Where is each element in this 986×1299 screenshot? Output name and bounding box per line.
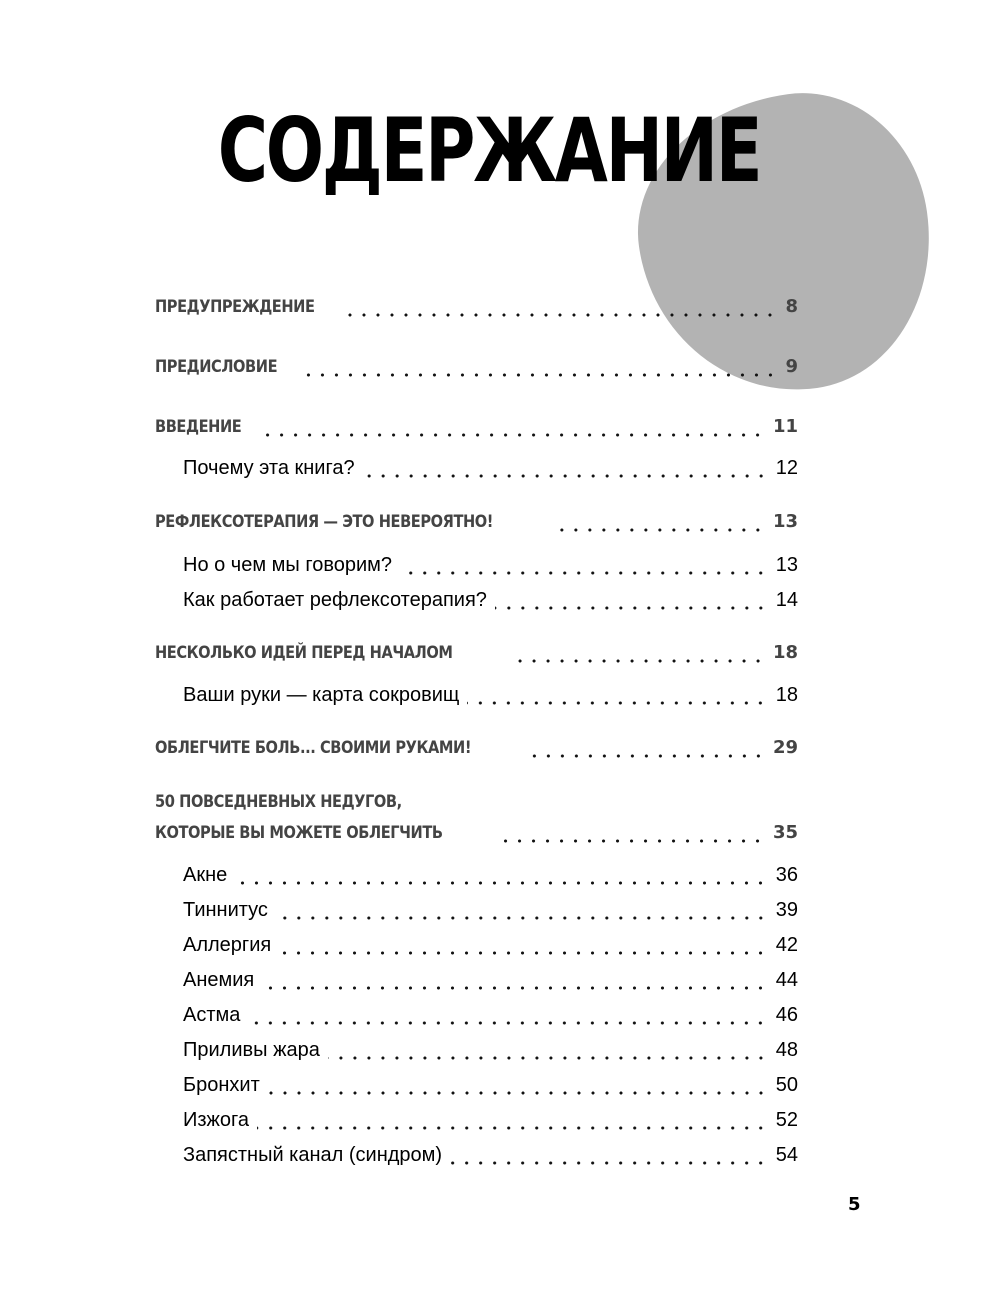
- toc-entry-introduction: [155, 416, 798, 446]
- toc-subentry-why-this-book: [183, 457, 798, 487]
- toc-entry-page: 54: [775, 1144, 798, 1166]
- dot-leader: [363, 474, 768, 478]
- toc-entry-reflexology: [155, 511, 798, 541]
- toc-entry-label: Астма: [183, 1004, 241, 1026]
- toc-entry-label: Бронхит: [183, 1074, 260, 1096]
- toc-entry-page: 18: [775, 684, 798, 706]
- toc-entry-label: НЕСКОЛЬКО ИДЕЙ ПЕРЕД НАЧАЛОМ: [155, 643, 453, 663]
- toc-entry-page: 36: [775, 864, 798, 886]
- toc-entry-label: Запястный канал (синдром): [183, 1144, 443, 1166]
- dot-leader: [467, 701, 767, 705]
- toc-subentry-bronchitis: [183, 1074, 798, 1104]
- toc-entry-page: 52: [775, 1109, 798, 1131]
- toc-subentry-heartburn: [183, 1109, 798, 1139]
- toc-entry-label: Аллергия: [183, 934, 272, 956]
- toc-subentry-asthma: [183, 1004, 798, 1034]
- dot-leader: [495, 606, 768, 610]
- toc-entry-preface: [155, 356, 798, 386]
- toc-entry-relieve-pain: [155, 737, 798, 767]
- toc-entry-label: Анемия: [183, 969, 255, 991]
- toc-subentry-hands-treasure-map: [183, 684, 798, 714]
- toc-entry-label: ВВЕДЕНИЕ: [155, 417, 242, 437]
- toc-entry-page: 12: [775, 457, 798, 479]
- dot-leader: [279, 951, 768, 955]
- toc-entry-page: 8: [785, 296, 798, 317]
- dot-leader: [262, 986, 767, 990]
- dot-leader: [305, 373, 777, 377]
- toc-entry-page: 14: [775, 589, 798, 611]
- toc-entry-label: Почему эта книга?: [183, 457, 355, 479]
- dot-leader: [556, 528, 765, 532]
- toc-entry-label: ПРЕДИСЛОВИЕ: [155, 357, 278, 377]
- toc-entry-label: ПРЕДУПРЕЖДЕНИЕ: [155, 297, 315, 317]
- toc-entry-page: 50: [775, 1074, 798, 1096]
- toc-entry-page: 42: [775, 934, 798, 956]
- toc-entry-page: 11: [772, 416, 798, 437]
- toc-entry-page: 46: [775, 1004, 798, 1026]
- dot-leader: [348, 313, 777, 317]
- dot-leader: [531, 754, 765, 758]
- dot-leader: [400, 571, 768, 575]
- dot-leader: [276, 916, 768, 920]
- toc-entry-page: 39: [775, 899, 798, 921]
- toc-subentry-tinnitus: [183, 899, 798, 929]
- toc-entry-label-line1: 50 ПОВСЕДНЕВНЫХ НЕДУГОВ,: [155, 792, 402, 812]
- toc-subentry-acne: [183, 864, 798, 894]
- dot-leader: [497, 839, 765, 843]
- toc-entry-label: Но о чем мы говорим?: [183, 554, 393, 576]
- toc-entry-warning: [155, 296, 798, 326]
- toc-entry-page: 48: [775, 1039, 798, 1061]
- toc-entry-page: 13: [772, 511, 798, 532]
- toc-subentry-anemia: [183, 969, 798, 999]
- toc-entry-label: РЕФЛЕКСОТЕРАПИЯ — ЭТО НЕВЕРОЯТНО!: [155, 512, 494, 532]
- page-number: 5: [848, 1194, 861, 1215]
- dot-leader: [450, 1161, 768, 1165]
- toc-entry-label: Тиннитус: [183, 899, 268, 921]
- toc-entry-50-ailments: [155, 822, 798, 852]
- toc-subentry-what-are-we-talking: [183, 554, 798, 584]
- toc-subentry-how-it-works: [183, 589, 798, 619]
- toc-entry-label: Приливы жара: [183, 1039, 320, 1061]
- page-title: СОДЕРЖАНИЕ: [217, 99, 761, 202]
- dot-leader: [235, 881, 767, 885]
- toc-entry-label: Акне: [183, 864, 228, 886]
- toc-subentry-hot-flashes: [183, 1039, 798, 1069]
- toc-entry-ideas-before-start: [155, 642, 798, 672]
- toc-entry-label: Ваши руки — карта сокровищ: [183, 684, 460, 706]
- toc-entry-page: 18: [772, 642, 798, 663]
- toc-entry-label: Как работает рефлексотерапия?: [183, 589, 487, 611]
- toc-entry-page: 35: [772, 822, 798, 843]
- dot-leader: [263, 433, 765, 437]
- dot-leader: [257, 1126, 768, 1130]
- toc-subentry-allergy: [183, 934, 798, 964]
- toc-entry-page: 44: [775, 969, 798, 991]
- toc-entry-label: ОБЛЕГЧИТЕ БОЛЬ... СВОИМИ РУКАМИ!: [155, 738, 472, 758]
- dot-leader: [509, 659, 765, 663]
- toc-subentry-carpal-tunnel: [183, 1144, 798, 1174]
- dot-leader: [328, 1056, 768, 1060]
- toc-entry-label-line2: КОТОРЫЕ ВЫ МОЖЕТЕ ОБЛЕГЧИТЬ: [155, 823, 443, 843]
- toc-entry-page: 13: [775, 554, 798, 576]
- dot-leader: [268, 1091, 768, 1095]
- toc-entry-page: 9: [785, 356, 798, 377]
- dot-leader: [248, 1021, 767, 1025]
- toc-entry-page: 29: [772, 737, 798, 758]
- toc-entry-label: Изжога: [183, 1109, 250, 1131]
